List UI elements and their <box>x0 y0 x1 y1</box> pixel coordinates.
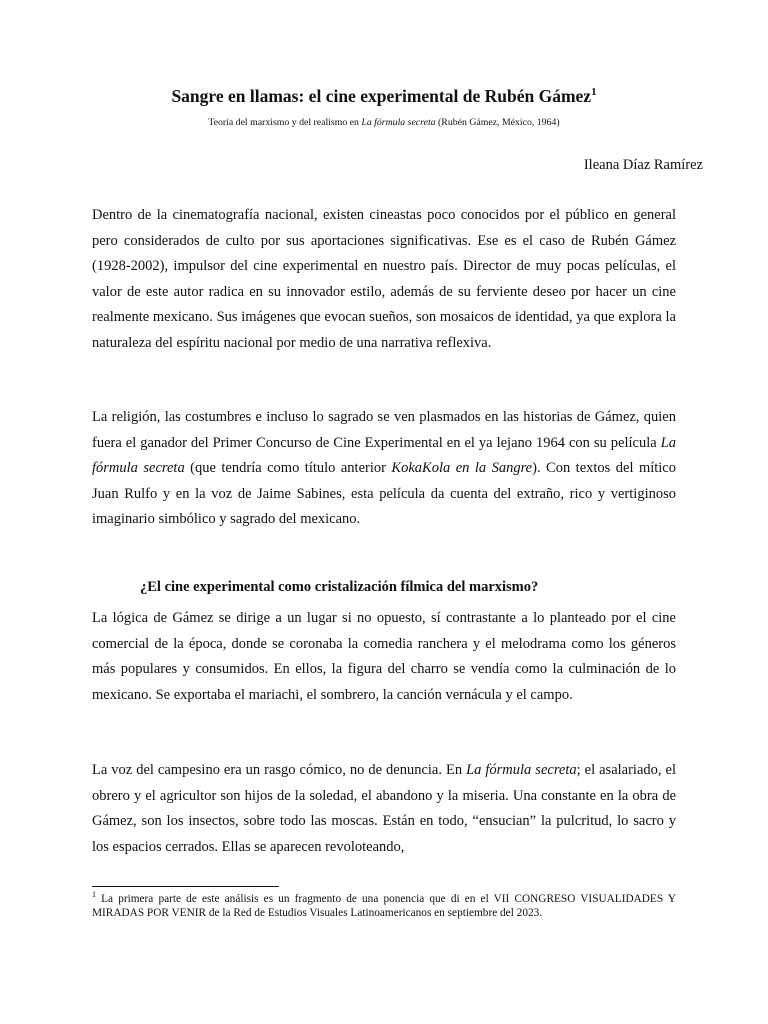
paragraph2-part3: ). Con textos del mítico Juan Rulfo y en la voz de Jaime Sabines, esta película da cuenta del extraño, rico y vertiginoso imaginario simbólico y sagrado del mexicano. <box>92 460 676 528</box>
title-text: Sangre en llamas: el cine experimental de Rubén Gámez <box>171 86 592 106</box>
subtitle-film-title: La fórmula secreta <box>361 117 436 128</box>
paragraph-logic: La lógica de Gámez se dirige a un lugar si no opuesto, sí contrastante a lo planteado por el cine comercial de la época, donde se coronaba la comedia ranchera y el melodrama como los géneros más populares y consumidos. En ellos, la figura del charro se vendía como la culminación de lo mexicano. Se exportaba el mariachi, el sombrero, la canción vernácula y el campo. <box>92 610 676 703</box>
document-subtitle <box>0 117 768 128</box>
paragraph4-film-title: La fórmula secreta <box>466 762 577 778</box>
footnote-text: La primera parte de este análisis es un fragmento de una ponencia que di en el VII CONGRESO VISUALIDADES Y MIRADAS POR VENIR de la Red de Estudios Visuales Latinoamericanos en septiembre del 2023. <box>92 893 676 919</box>
paragraph-religion <box>92 405 676 533</box>
title-footnote-ref: 1 <box>591 86 597 99</box>
section-heading: ¿El cine experimental como cristalización fílmica del marxismo? <box>140 579 539 595</box>
footnote-marker: 1 <box>92 890 96 900</box>
paragraph2-part1: La religión, las costumbres e incluso lo sagrado se ven plasmados en las historias de Gámez, quien fuera el ganador del Primer Concurso de Cine Experimental en el ya lejano 1964 con su película <box>92 409 676 451</box>
subtitle-after: (Rubén Gámez, México, 1964) <box>435 117 560 128</box>
paragraph2-film-title: La fórmula secreta <box>92 434 676 477</box>
footnote <box>92 890 676 920</box>
paragraph2-part2: (que tendría como título anterior <box>184 460 392 477</box>
paragraph-intro: Dentro de la cinematografía nacional, existen cineastas poco conocidos por el público en general pero considerados de culto por sus aportaciones significativas. Ese es el caso de Rubén Gámez (1928-2002), impulsor del cine experimental en nuestro país. Director de muy pocas películas, el valor de este autor radica en su innovador estilo, además de su ferviente deseo por hacer un cine realmente mexicano. Sus imágenes que evocan sueños, son mosaicos de identidad, ya que explora la naturaleza del espíritu nacional por medio de una narrativa reflexiva. <box>92 207 676 351</box>
footnote-divider <box>92 886 279 887</box>
paragraph2-former-title: KokaKola en la Sangre <box>391 460 533 477</box>
subtitle-before: Teoría del marxismo y del realismo en <box>208 117 362 128</box>
paragraph4-part1: La voz del campesino era un rasgo cómico, no de denuncia. En <box>92 762 467 778</box>
document-title <box>0 86 768 107</box>
author-name: Ileana Díaz Ramírez <box>583 157 703 173</box>
paragraph4-part2: ; el asalariado, el obrero y el agricultor son hijos de la soledad, el abandono y la miseria. Una constante en la obra de Gámez, son los insectos, sobre todo las moscas. Están en todo, “ensucian” la pulcritud, lo sacro y los espacios cerrados. Ellas se aparecen revoloteando, <box>92 762 676 855</box>
paragraph-campesino <box>92 758 676 860</box>
